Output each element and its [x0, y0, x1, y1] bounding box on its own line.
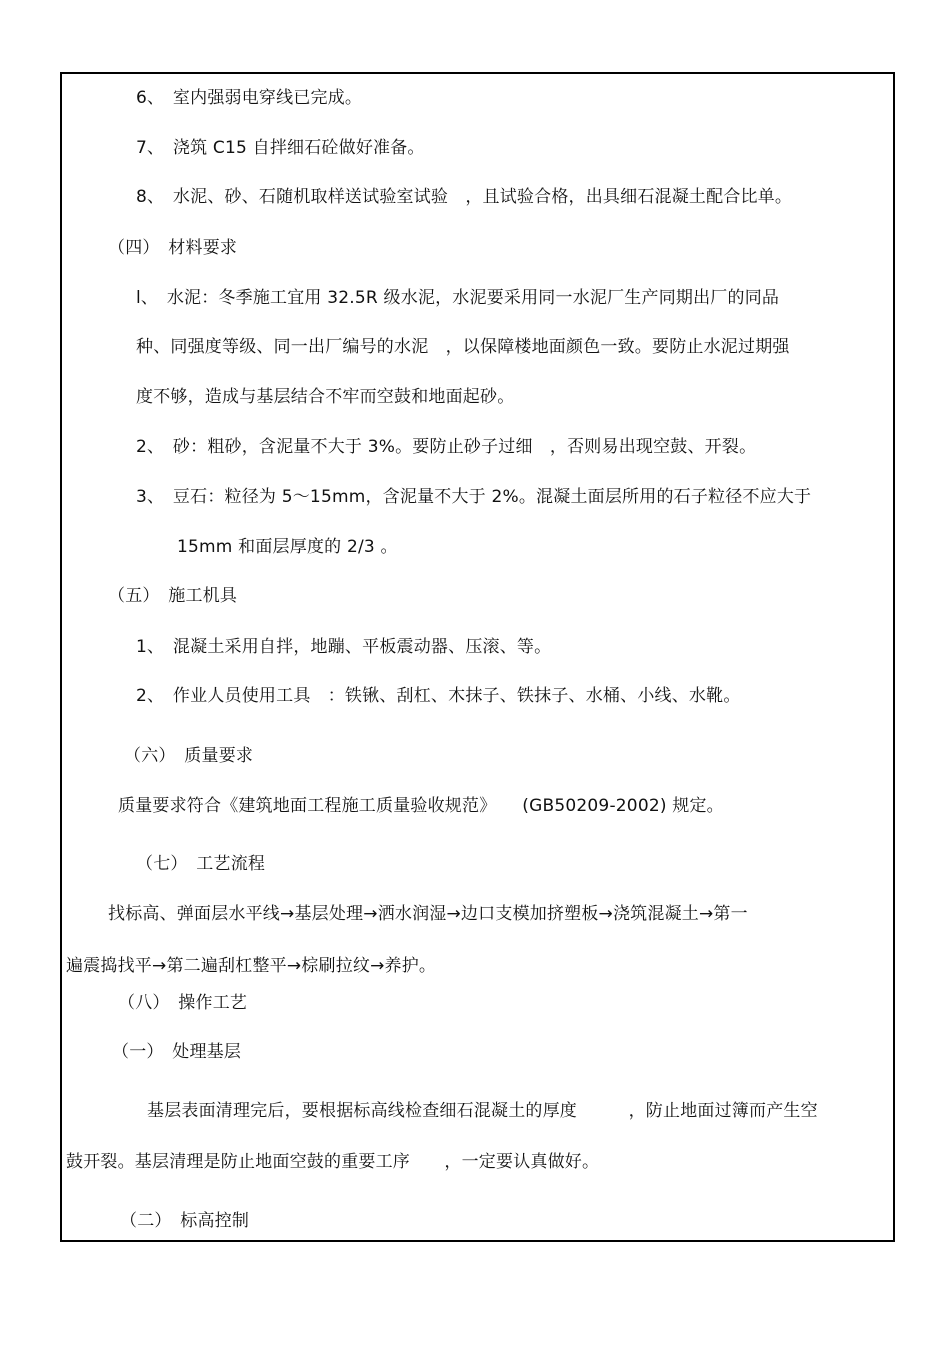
- text-line: l、 水泥：冬季施工宜用 32.5R 级水泥，水泥要采用同一水泥厂生产同期出厂的同品: [136, 288, 780, 308]
- text-line: 6、 室内强弱电穿线已完成。: [136, 88, 363, 108]
- text-line: 质量要求符合《建筑地面工程施工质量验收规范》 (GB50209-2002) 规定。: [118, 796, 724, 816]
- text-line: 3、 豆石：粒径为 5～15mm，含泥量不大于 2%。混凝土面层所用的石子粒径不应大于: [136, 487, 812, 507]
- text-line: 1、 混凝土采用自拌，地蹦、平板震动器、压滚、等。: [136, 637, 552, 657]
- text-line: 2、 砂：粗砂，含泥量不大于 3%。要防止砂子过细 ，否则易出现空鼓、开裂。: [136, 437, 757, 457]
- text-line: 2、 作业人员使用工具 ：铁锹、刮杠、木抹子、铁抹子、水桶、小线、水靴。: [136, 686, 741, 706]
- text-line: 15mm 和面层厚度的 2/3 。: [177, 537, 398, 557]
- text-line: 8、 水泥、砂、石随机取样送试验室试验 ，且试验合格，出具细石混凝土配合比单。: [136, 187, 793, 207]
- text-line: 鼓开裂。基层清理是防止地面空鼓的重要工序 ，一定要认真做好。: [66, 1152, 600, 1172]
- text-line: 种、同强度等级、同一出厂编号的水泥 ，以保障楼地面颜色一致。要防止水泥过期强: [136, 337, 790, 357]
- section-heading: （八） 操作工艺: [118, 993, 248, 1013]
- text-line: 基层表面清理完后，要根据标高线检查细石混凝土的厚度 ，防止地面过簿而产生空: [147, 1101, 818, 1121]
- section-heading: （五） 施工机具: [108, 586, 238, 606]
- text-line: 度不够，造成与基层结合不牢而空鼓和地面起砂。: [136, 387, 515, 407]
- section-heading: （六） 质量要求: [124, 746, 254, 766]
- text-line: 7、 浇筑 C15 自拌细石砼做好准备。: [136, 138, 425, 158]
- section-heading: （七） 工艺流程: [136, 854, 266, 874]
- section-heading: （一） 处理基层: [112, 1042, 242, 1062]
- section-heading: （四） 材料要求: [108, 238, 238, 258]
- text-line: 遍震捣找平→第二遍刮杠整平→棕刷拉纹→养护。: [66, 956, 437, 976]
- text-line: 找标高、弹面层水平线→基层处理→洒水润湿→边口支模加挤塑板→浇筑混凝土→第一: [108, 904, 748, 924]
- section-heading: （二） 标高控制: [120, 1211, 250, 1231]
